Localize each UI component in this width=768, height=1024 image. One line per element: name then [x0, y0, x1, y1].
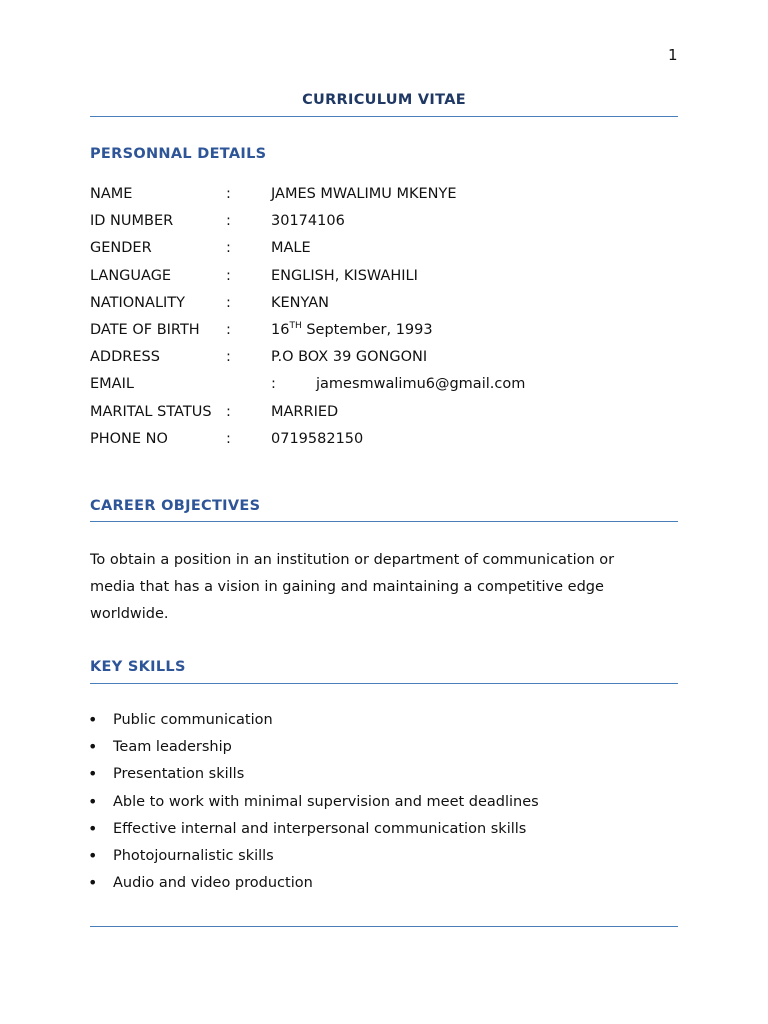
detail-colon: : — [271, 376, 276, 393]
detail-label: ID NUMBER — [90, 213, 174, 230]
title-divider — [90, 116, 678, 117]
bullet-icon: • — [88, 818, 98, 838]
detail-value: 30174106 — [271, 213, 345, 230]
bullet-icon: • — [88, 710, 98, 729]
detail-label: LANGUAGE — [90, 267, 172, 284]
personal-details-list — [90, 186, 690, 458]
skill-text: Public communication — [113, 712, 273, 728]
detail-row-name — [90, 186, 690, 213]
skill-text: Able to work with minimal supervision and meet deadlines — [113, 793, 539, 810]
detail-row-gender — [90, 240, 690, 267]
detail-row-phone — [90, 431, 690, 458]
detail-value: ENGLISH, KISWAHILI — [271, 267, 418, 284]
bullet-icon: • — [88, 737, 98, 757]
detail-colon: : — [226, 294, 231, 311]
detail-row-nationality — [90, 295, 690, 322]
detail-label: DATE OF BIRTH — [90, 321, 200, 338]
detail-value: JAMES MWALIMU MKENYE — [271, 186, 457, 202]
skill-text: Effective internal and interpersonal communication skills — [113, 820, 527, 837]
dob-ordinal-suffix: TH — [289, 320, 302, 331]
detail-row-marital-status — [90, 404, 690, 431]
skills-divider — [90, 683, 678, 684]
bullet-icon: • — [88, 764, 98, 784]
personal-details-heading: PERSONNAL DETAILS — [90, 146, 267, 162]
detail-colon: : — [226, 403, 231, 420]
detail-colon: : — [226, 349, 231, 366]
dob-day: 16 — [271, 321, 290, 338]
detail-value: KENYAN — [271, 294, 330, 311]
detail-value: MALE — [271, 240, 311, 257]
footer-divider — [90, 926, 678, 927]
detail-label: GENDER — [90, 240, 152, 257]
detail-row-id-number — [90, 213, 690, 240]
page-number: 1 — [668, 46, 678, 64]
detail-colon: : — [226, 321, 231, 338]
detail-label: NATIONALITY — [90, 294, 186, 311]
detail-row-address — [90, 349, 690, 376]
detail-value: MARRIED — [271, 403, 339, 420]
skill-text: Photojournalistic skills — [113, 847, 274, 864]
detail-colon: : — [226, 213, 231, 230]
detail-colon: : — [226, 186, 231, 202]
document-title: CURRICULUM VITAE — [302, 92, 466, 108]
detail-label: PHONE NO — [90, 430, 168, 447]
skill-text: Audio and video production — [113, 875, 313, 892]
detail-label: ADDRESS — [90, 349, 160, 366]
detail-colon: : — [226, 240, 231, 257]
detail-label: MARITAL STATUS — [90, 403, 212, 420]
bullet-icon: • — [88, 873, 98, 893]
detail-value: P.O BOX 39 GONGONI — [271, 349, 428, 366]
detail-colon: : — [226, 430, 231, 447]
detail-value — [271, 322, 433, 339]
career-objective-text: To obtain a position in an institution or department of communication or media that has a vision in gaining and maintaining a competitive edge worldwide. — [90, 552, 615, 622]
dob-month-year: September, 1993 — [301, 321, 433, 338]
skill-text: Presentation skills — [113, 766, 245, 783]
skill-text: Team leadership — [113, 739, 232, 756]
bullet-icon: • — [88, 845, 98, 865]
career-objectives-heading: CAREER OBJECTIVES — [90, 498, 261, 514]
detail-value: 0719582150 — [271, 430, 364, 447]
detail-row-date-of-birth — [90, 322, 690, 349]
detail-label: NAME — [90, 186, 133, 202]
key-skills-heading: KEY SKILLS — [90, 659, 186, 675]
career-divider — [90, 521, 678, 522]
detail-row-email — [90, 376, 690, 403]
detail-colon: : — [226, 267, 231, 284]
detail-value-email: jamesmwalimu6@gmail.com — [316, 376, 526, 393]
bullet-icon: • — [88, 791, 98, 811]
detail-row-language — [90, 268, 690, 295]
detail-label: EMAIL — [90, 376, 134, 393]
